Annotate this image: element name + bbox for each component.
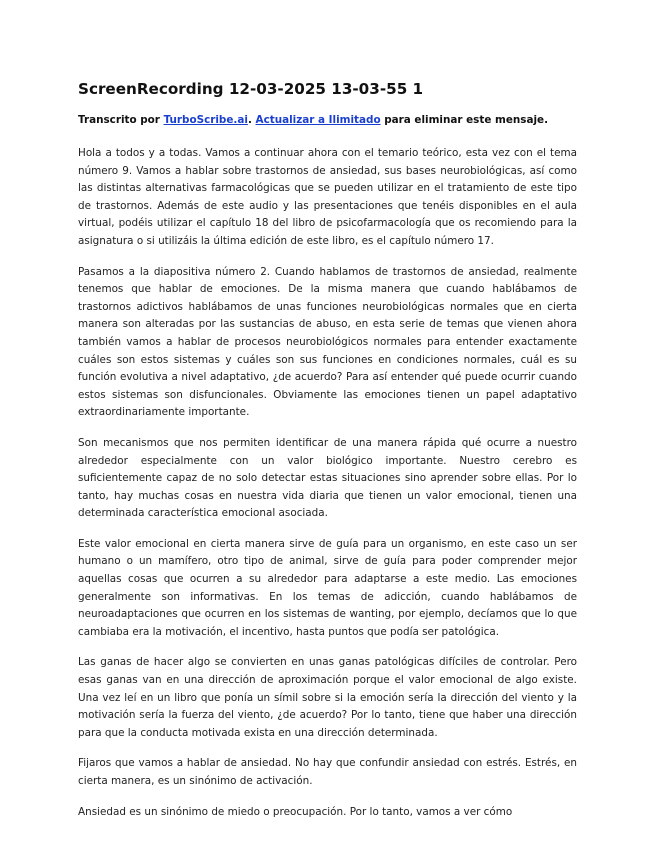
transcript-paragraph: Este valor emocional en cierta manera sirve de guía para un organismo, en este caso un ser humano o un mamífero, otro tipo de animal, sirve de guía para poder comprender mejor aquellas cosas que ocurren a su alrededor para adaptarse a este medio. Las emociones generalmente son informativas. En los temas de adicción, cuando hablábamos de neuroadaptaciones que ocurren en los sistemas de wanting, por ejemplo, decíamos que lo que cambiaba era la motivación, el incentivo, hasta puntos que podía ser patológica. [78,537,577,638]
notice-prefix: Transcrito por [78,114,164,126]
transcript-paragraph: Pasamos a la diapositiva número 2. Cuando hablamos de trastornos de ansiedad, realmente tenemos que hablar de emociones. De la misma manera que cuando hablábamos de trastornos adictivos hablábamos de unas funciones neurobiológicas normales que en cierta manera son alteradas por las sustancias de abuso, en esta serie de temas que vienen ahora también vamos a hablar de procesos neurobiológicos normales para entender exactamente cuáles son estos sistemas y cuáles son sus funciones en condiciones normales, cuál es su función evolutiva a nivel adaptativo, ¿de acuerdo? Para así entender qué puede ocurrir cuando estos sistemas son disfuncionales. Obviamente las emociones tienen un papel adaptativo extraordinariamente importante. [78,265,577,419]
document-title: ScreenRecording 12-03-2025 13-03-55 1 [78,80,424,98]
notice-separator: . [247,114,256,126]
document-page [78,78,577,834]
upgrade-unlimited-link[interactable]: Actualizar a Ilimitado [255,114,381,126]
turboscribe-link[interactable]: TurboScribe.ai [163,114,248,126]
transcript-paragraph: Fijaros que vamos a hablar de ansiedad. No hay que confundir ansiedad con estrés. Estrés, en cierta manera, es un sinónimo de activación. [78,757,577,787]
transcript-paragraph: Ansiedad es un sinónimo de miedo o preocupación. Por lo tanto, vamos a ver cómo [78,805,513,818]
transcript-paragraph: Son mecanismos que nos permiten identificar de una manera rápida qué ocurre a nuestro alrededor especialmente con un valor biológico importante. Nuestro cerebro es suficientemente capaz de no solo detectar estas situaciones sino aprender sobre ellas. Por lo tanto, hay muchas cosas en nuestra vida diaria que tienen un valor emocional, tienen una determinada característica emocional asociada. [78,436,577,520]
transcript-paragraph: Las ganas de hacer algo se convierten en unas ganas patológicas difíciles de controlar. Pero esas ganas van en una dirección de aproximación porque el valor emocional de algo existe. Una vez leí en un libro que ponía un símil sobre si la emoción sería la dirección del viento y la motivación sería la fuerza del viento, ¿de acuerdo? Por lo tanto, tiene que haber una dirección para que la conducta motivada exista en una dirección determinada. [78,656,577,739]
notice-suffix: para eliminar este mensaje. [380,114,549,126]
transcription-notice [78,113,577,128]
transcript-paragraph: Hola a todos y a todas. Vamos a continuar ahora con el temario teórico, esta vez con el tema número 9. Vamos a hablar sobre trastornos de ansiedad, sus bases neurobiológicas, así como las distintas alternativas farmacológicas que se pueden utilizar en el tratamiento de este tipo de trastornos. Además de este audio y las presentaciones que tenéis disponibles en el aula virtual, podéis utilizar el capítulo 18 del libro de psicofarmacología que os recomiendo para la asignatura o si utilizáis la última edición de este libro, es el capítulo número 17. [78,147,577,247]
